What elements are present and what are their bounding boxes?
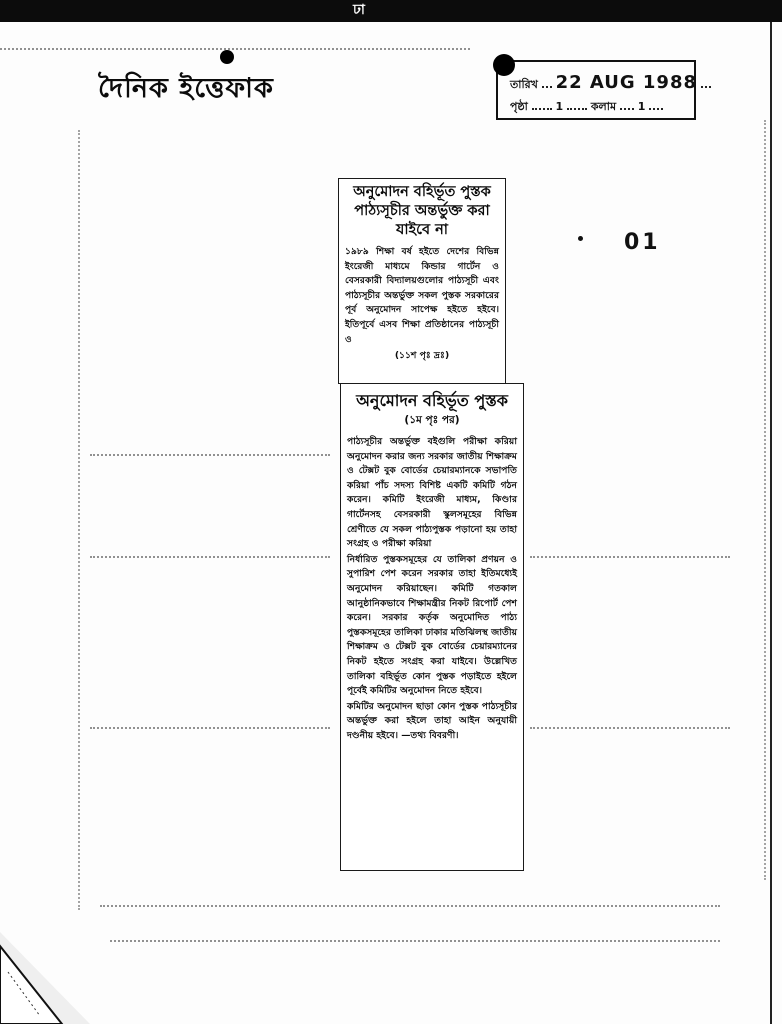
stamp-date-row <box>510 72 711 95</box>
stamp-date-label: তারিখ <box>510 78 538 91</box>
article-paragraph: কমিটির অনুমোদন ছাড়া কোন পুস্তক পাঠ্যসূচীর অন্তর্ভুক্ত করা হইলে তাহা আইন অনুযায়ী দণ্ডনীয় হইবে। —তথ্য বিবরণী। <box>347 700 517 741</box>
scan-noise-line <box>530 556 730 558</box>
news-clipping-part-1 <box>338 178 506 384</box>
ink-dot <box>578 236 583 241</box>
stamp-date-value: 22 AUG 1988 <box>555 72 698 93</box>
scan-top-border <box>0 0 782 22</box>
scan-noise-line <box>90 556 330 558</box>
scan-noise-line <box>110 940 720 942</box>
corner-mark: ঢা <box>353 2 365 18</box>
scan-noise-column <box>78 130 80 910</box>
stamp-page-label: পৃষ্ঠা <box>510 100 528 113</box>
stamp-column-label: কলাম <box>590 100 617 113</box>
article-paragraph: নির্ধারিত পুস্তকসমূহের যে তালিকা প্রণয়ন ও সুপারিশ পেশ করেন সরকার তাহা ইতিমধ্যেই অনুমোদন করিয়াছেন। কমিটি গতকাল আনুষ্ঠানিকভাবে শিক্ষামন্ত্রীর নিকট রিপোর্ট পেশ করেন। সরকার কর্তৃক অনুমোদিত পাঠ্য পুস্তকসমূহের তালিকা ঢাকার মতিঝিলস্থ জাতীয় শিক্ষাক্রম ও টেক্সট বুক বোর্ডের চেয়ারম্যানের নিকট হইতে সংগ্রহ করা যাইবে। উল্লেখিত তালিকা বহির্ভূত কোন পুস্তক পড়াইতে হইলে পূর্বেই কমিটির অনুমোদন নিতে হইবে। <box>347 553 517 697</box>
stamp-fill-line <box>701 86 711 88</box>
stamp-column-value: 1 <box>637 100 646 113</box>
reference-number: 01 <box>624 230 661 255</box>
scan-noise-line <box>100 905 720 907</box>
continued-headline: অনুমোদন বহির্ভূত পুস্তক <box>356 391 508 410</box>
stamp-fill-line <box>542 86 552 88</box>
scan-noise-line <box>90 454 330 456</box>
scan-noise-line <box>90 727 330 729</box>
stamp-page-row <box>510 98 663 117</box>
continued-from: (১ম পৃঃ পর) <box>404 414 460 426</box>
stamp-page-value: 1 <box>555 100 564 113</box>
article-paragraph: পাঠ্যসূচীর অন্তর্ভুক্ত বইগুলি পরীক্ষা করিয়া অনুমোদন করার জন্য সরকার জাতীয় শিক্ষাক্রম ও টেক্সট বুক বোর্ডের চেয়ারম্যানকে সভাপতি করিয়া পাঁচ সদস্য বিশিষ্ট একটি কমিটি গঠন করেন। কমিটি ইংরেজী মাধ্যম, কিণ্ডার গার্টেনসহ বেসরকারী স্কুলসমূহের বিভিন্ন শ্রেণীতে যে সকল পাঠ্যপুস্তক পড়ানো হয় তাহা সংগ্রহ ও পরীক্ষা করিয়া <box>347 436 517 550</box>
paper-right-edge <box>770 22 782 1024</box>
stamp-fill-line <box>567 108 587 110</box>
newspaper-masthead: দৈনিক ইত্তেফাক <box>98 73 274 104</box>
scan-noise-line <box>530 727 730 729</box>
ink-blot <box>220 50 234 64</box>
scan-noise-column <box>764 120 766 880</box>
continuation-jump: (১১শ পৃঃ দ্রঃ) <box>394 350 450 362</box>
stamp-fill-line <box>620 108 634 110</box>
article-body: ১৯৮৯ শিক্ষা বর্ষ হইতে দেশের বিভিন্ন ইংরেজী মাধ্যমে কিন্ডার গার্টেন ও বেসরকারী বিদ্যালয়গুলোর পাঠ্যসূচী এবং পাঠ্যসূচীর অন্তর্ভুক্ত সকল পুস্তক সরকারের পূর্ব অনুমোদন সাপেক্ষ হইতে হইবে। ইতিপূর্বে এসব শিক্ষা প্রতিষ্ঠানের পাঠ্যসূচী ও <box>345 246 499 345</box>
stamp-fill-line <box>649 108 663 110</box>
article-headline: অনুমোদন বহির্ভূত পুস্তক পাঠ্যসূচীর অন্তর্ভুক্ত করা যাইবে না <box>353 184 491 238</box>
news-clipping-part-2 <box>340 383 524 871</box>
folded-paper-corner <box>0 932 90 1024</box>
scan-noise-line <box>0 48 470 50</box>
stamp-fill-line <box>532 108 552 110</box>
clipping-date-stamp <box>496 60 696 120</box>
